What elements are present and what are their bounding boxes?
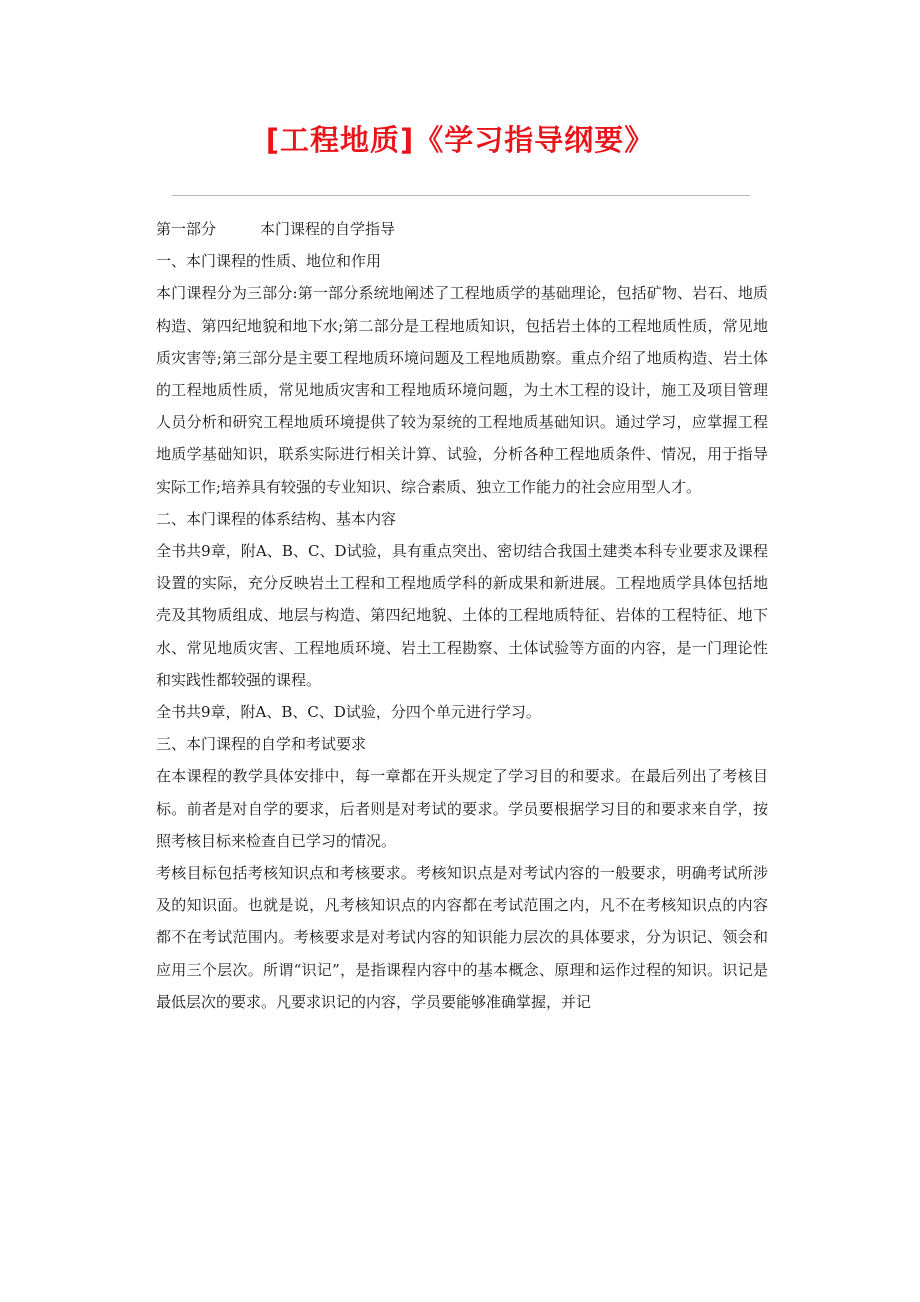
section3-paragraph-1: 在本课程的教学具体安排中，每一章都在开头规定了学习目的和要求。在最后列出了考核目标。前者是对自学的要求，后者则是对考试的要求。学员要根据学习目的和要求来自学，按照考核目标来检查自已学习的情况。 — [156, 767, 768, 850]
section1-paragraph-1: 本门课程分为三部分:第一部分系统地阐述了工程地质学的基础理论，包括矿物、岩石、地质构造、第四纪地貌和地下水;第二部分是工程地质知识，包括岩土体的工程地质性质，常见地质灾害等;第三部分是主要工程地质环境问题及工程地质勘察。重点介绍了地质构造、岩土体的工程地质性质，常见地质灾害和工程地质环境问题，为土木工程的设计，施工及项目管理人员分析和研究工程地质环境提供了较为泵统的工程地质基础知识。通过学习，应掌握工程地质学基础知识，联系实际进行相关计算、试验，分析各种工程地质条件、情况，用于指导实际工作;培养具有较强的专业知识、综合素质、独立工作能力的社会应用型人才。 — [156, 284, 768, 496]
section3-heading: 三、本门课程的自学和考试要求 — [156, 735, 367, 754]
section2-paragraph-1: 全书共9章，附A、B、C、D试验，具有重点突出、密切结合我国土建类本科专业要求及课程设置的实际，充分反映岩土工程和工程地质学科的新成果和新进展。工程地质学具体包括地壳及其物质组成、地层与构造、第四纪地貌、土体的工程地质特征、岩体的工程特征、地下水、常见地质灾害、工程地质环境、岩土工程勘察、土体试验等方面的内容，是一门理论性和实践性都较强的课程。 — [156, 542, 768, 689]
section3-paragraph-2: 考核目标包括考核知识点和考核要求。考核知识点是对考试内容的一般要求，明确考试所涉及的知识面。也就是说，凡考核知识点的内容都在考试范围之内，凡不在考核知识点的内容都不在考试范围内。考核要求是对考试内容的知识能力层次的具体要求，分为识记、领会和应用三个层次。所谓“识记”，是指课程内容中的基本概念、原理和运作过程的知识。识记是最低层次的要求。凡要求识记的内容，学员要能够准确掌握，并记 — [156, 864, 768, 1011]
section1-heading: 一、本门课程的性质、地位和作用 — [156, 252, 382, 271]
part-label: 第一部分 — [156, 220, 217, 238]
section2-paragraph-2: 全书共9章，附A、B、C、D试验，分四个单元进行学习。 — [156, 703, 541, 722]
document-title: [工程地质]《学习指导纲要》 — [265, 123, 655, 157]
section2-heading: 二、本门课程的体系结构、基本内容 — [156, 509, 397, 528]
part-heading — [156, 213, 768, 245]
part-title: 本门课程的自学指导 — [260, 220, 396, 238]
title-divider — [172, 195, 750, 196]
document-body — [156, 213, 768, 1018]
